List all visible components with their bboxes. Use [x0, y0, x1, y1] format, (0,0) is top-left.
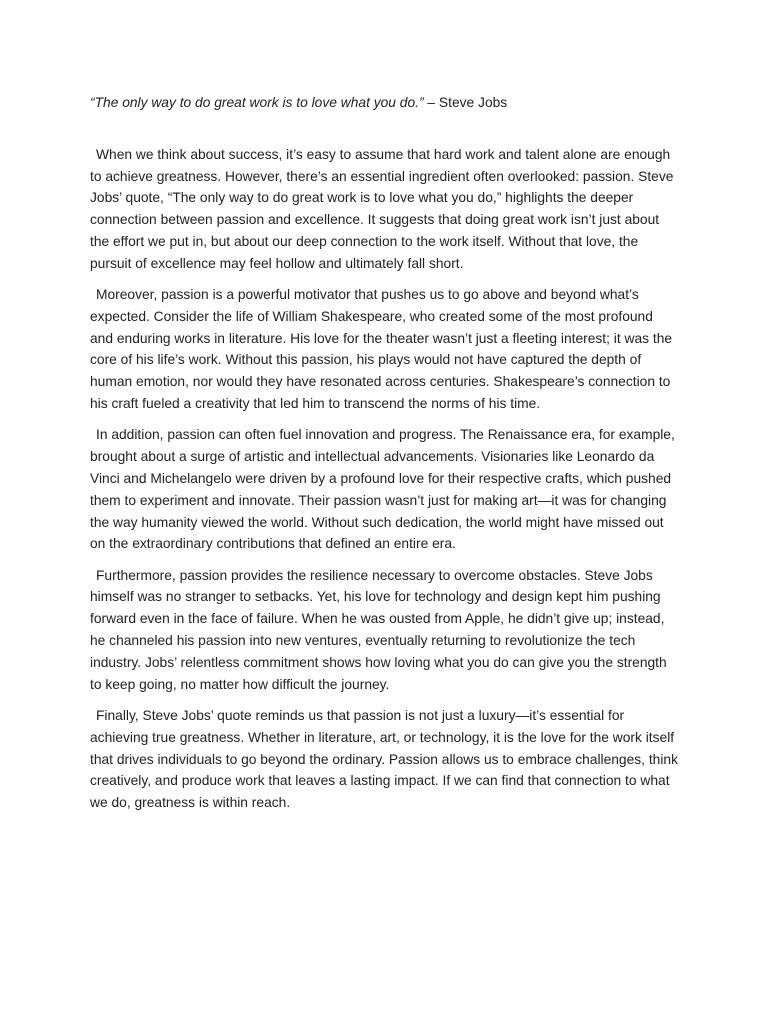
paragraph-introduction: When we think about success, it’s easy to assume that hard work and talent alone are enough to achieve greatness. However, there’s an essential ingredient often overlooked: passion. Steve Jobs’ quote, “The only way to do great work is to love what you do,” highlights the deeper connection between passion and excellence. It suggests that doing great work isn’t just about the effort we put in, but about our deep connection to the work itself. Without that love, the pursuit of excellence may feel hollow and ultimately fall short.: [90, 146, 674, 271]
paragraph-conclusion: Finally, Steve Jobs’ quote reminds us that passion is not just a luxury—it’s essential for achieving true greatness. Whether in literature, art, or technology, it is the love for the work itself that drives individuals to go beyond the ordinary. Passion allows us to embrace challenges, think creatively, and produce work that leaves a lasting impact. If we can find that connection to what we do, greatness is within reach.: [90, 707, 678, 811]
paragraph-shakespeare: Moreover, passion is a powerful motivator that pushes us to go above and beyond what’s expected. Consider the life of William Shakespeare, who created some of the most profound and enduring works in literature. His love for the theater wasn’t just a fleeting interest; it was the core of his life’s work. Without this passion, his plays would not have captured the depth of human emotion, nor would they have resonated across centuries. Shakespeare’s connection to his craft fueled a creativity that led him to transcend the norms of his time.: [90, 287, 673, 412]
epigraph-attribution: – Steve Jobs: [423, 95, 508, 110]
paragraph-resilience: Furthermore, passion provides the resilience necessary to overcome obstacles. Steve Jobs himself was no stranger to setbacks. Yet, his love for technology and design kept him pushing forward even in the face of failure. When he was ousted from Apple, he didn’t give up; instead, he channeled his passion into new ventures, eventually returning to revolutionize the tech industry. Jobs’ relentless commitment shows how loving what you do can give you the strength to keep going, no matter how difficult the journey.: [90, 567, 667, 692]
essay-body: [90, 92, 678, 823]
paragraph-renaissance: In addition, passion can often fuel innovation and progress. The Renaissance era, for example, brought about a surge of artistic and intellectual advancements. Visionaries like Leonardo da Vinci and Michelangelo were driven by a profound love for their respective crafts, which pushed them to experiment and innovate. Their passion wasn’t just for making art—it was for changing the way humanity viewed the world. Without such dedication, the world might have missed out on the extraordinary contributions that defined an entire era.: [90, 427, 675, 552]
epigraph: [90, 92, 678, 114]
epigraph-quote: “The only way to do great work is to love what you do.”: [90, 95, 424, 110]
